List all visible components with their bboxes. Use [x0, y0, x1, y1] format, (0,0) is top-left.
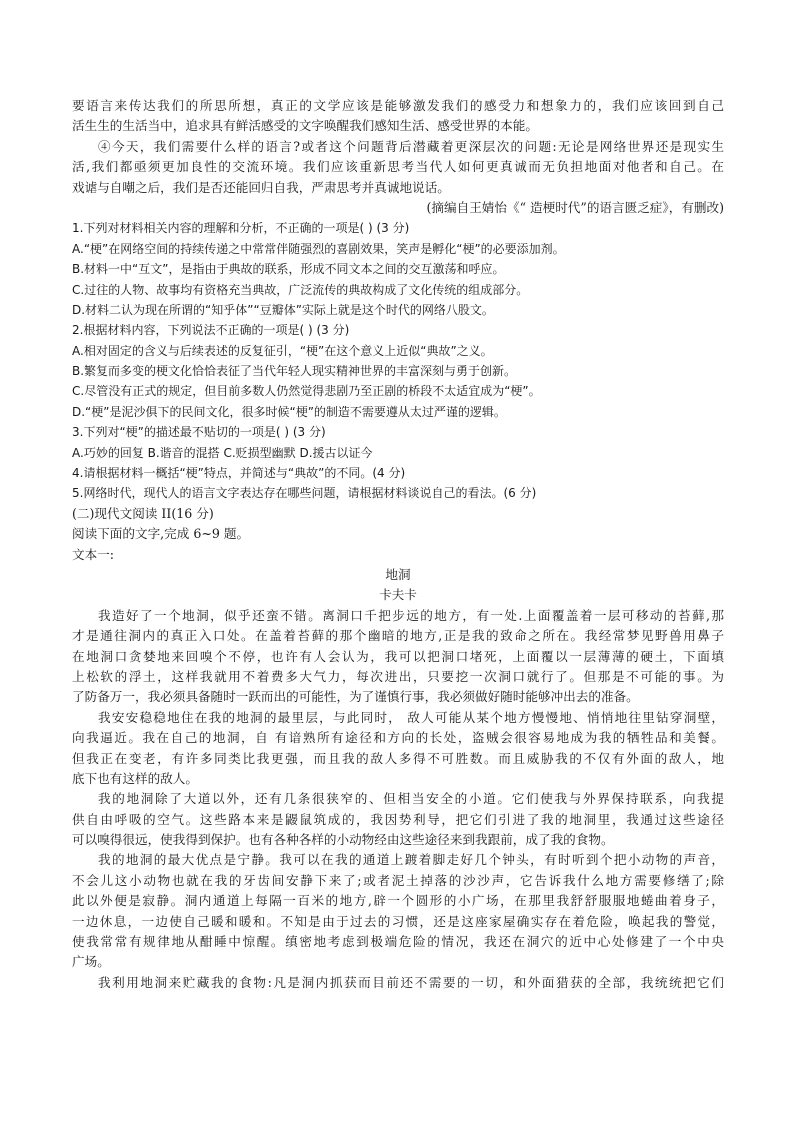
question-5: 5.网络时代，现代人的语言文字表达存在哪些问题，请根据材料谈说自己的看法。(6 分): [72, 486, 537, 501]
story-author: 卡夫卡: [379, 587, 417, 603]
question-4: 4.请根据材料一概括“梗”特点，并简述与“典故”的不同。(4 分): [72, 466, 406, 481]
text-line: 广场。: [72, 954, 110, 970]
question-stem: 3.下列对“梗”的描述最不贴切的一项是( ) (3 分): [72, 425, 326, 440]
text-line: 使我常常有规律地从酣睡中惊醒。缜密地考虑到极端危险的情况，我还在洞穴的近中心处修建了一个中央: [72, 934, 724, 950]
story-paragraph-3: [72, 789, 724, 850]
text-line: 不会儿这小动物也就在我的牙齿间安静下来了;或者泥土掉落的沙沙声，它告诉我什么地方需要修缮了;除: [72, 872, 724, 888]
text-line: 可以嗅得很远，使我得到保护。也有各种各样的小动物经由这些途径来到我跟前，成了我的食物。: [72, 832, 614, 848]
question-2: [72, 320, 724, 422]
source-citation: (摘编自王婧怡《“ 造梗时代”的语言匮乏症》，有删改): [426, 199, 724, 215]
text-line: 才是通往洞内的真正入口处。在盖着苔藓的那个幽暗的地方,正是我的致命之所在。我经常梦见野兽用鼻子: [72, 628, 724, 644]
question-stem: 2.根据材料内容，下列说法不正确的一项是( ) (3 分): [72, 323, 350, 338]
option-a: A.“梗”在网络空间的持续传递之中常常伴随强烈的喜剧效果，笑声是孵化“梗”的必要添加剂。: [72, 241, 565, 256]
story-paragraph-1: [72, 606, 724, 708]
text-line: 了防备万一，我必须具备随时一跃而出的可能性，为了谨慎行事，我必须做好随时能够冲出去的准备。: [72, 689, 639, 705]
text-line: 我安安稳稳地住在我的地洞的最里层，与此同时， 敌人可能从某个地方慢慢地、悄悄地往里钻穿洞壁，: [98, 709, 724, 725]
text-line: 但我正在变老，有许多同类比我更强，而且我的敌人多得不可胜数。而且威胁我的不仅有外面的敌人，地: [72, 750, 724, 766]
text-line: 此以外便是寂静。洞内通道上每隔一百米的地方,辟一个圆形的小广场，在那里我舒舒服服地蜷曲着身子，: [72, 893, 724, 909]
text-line: 我的地洞除了大道以外，还有几条很狭窄的、但相当安全的小道。它们使我与外界保持联系，向我提: [98, 791, 724, 807]
story-paragraph-5: [72, 973, 724, 993]
text-label: 文本一:: [72, 546, 115, 562]
question-3: [72, 422, 724, 463]
text-line: 向我逼近。我在自己的地洞，自 有谙熟所有途径和方向的长处，盗贼会很容易地成为我的牺牲品和美餐。: [72, 730, 724, 746]
story-paragraph-2: [72, 708, 724, 790]
options-row: A.巧妙的回复 B.谐音的混搭 C.贬损型幽默 D.援古以证今: [72, 445, 373, 460]
text-line: 要语言来传达我们的所思所想，真正的文学应该是能够激发我们的感受力和想象力的，我们应该回到自己: [72, 98, 724, 113]
option-a: A.相对固定的含义与后续表述的反复征引，“梗”在这个意义上近似“典故”之义。: [72, 343, 493, 358]
paragraph-continuation: [72, 96, 724, 137]
question-1: [72, 218, 724, 320]
option-b: B.繁复而多变的梗文化恰恰表征了当代年轻人现实精神世界的丰富深刻与勇于创新。: [72, 364, 517, 379]
option-b: B.材料一中“互文”，是指由于典故的联系，形成不同文本之间的交互激荡和呼应。: [72, 262, 505, 277]
reading-instruction: 阅读下面的文字,完成 6~9 题。: [72, 526, 250, 542]
text-line: 我的地洞的最大优点是宁静。我可以在我的通道上踱着脚走好几个钟头，有时听到个把小动物的声音，: [98, 852, 724, 868]
option-c: C.尽管没有正式的规定，但目前多数人仍然觉得悲剧乃至正剧的桥段不太适宜成为“梗”。: [72, 384, 541, 399]
text-line: ④今天，我们需要什么样的语言?或者这个问题背后潜藏着更深层次的问题:无论是网络世界还是现实生: [98, 138, 724, 154]
story-title: 地洞: [385, 566, 411, 582]
text-line: 我利用地洞来贮藏我的食物:凡是洞内抓获而目前还不需要的一切，和外面猎获的全部，我统统把它们: [98, 974, 724, 990]
text-line: 活,我们都亟须更加良性的交流环境。我们应该重新思考当代人如何更真诚而无负担地面对他者和自己。在: [72, 159, 724, 175]
text-line: 我造好了一个地洞，似乎还蛮不错。离洞口千把步远的地方，有一处.上面覆盖着一层可移动的苔藓,那: [98, 607, 724, 623]
text-line: 供自由呼吸的空气。这些路本来是鼹鼠筑成的，我因势利导，把它们引进了我的地洞里，我通过这些途径: [72, 811, 724, 827]
option-c: C.过往的人物、故事均有资格充当典故，广泛流传的典故构成了文化传统的组成部分。: [72, 282, 529, 297]
option-d: D.“梗”是泥沙俱下的民间文化，很多时候“梗”的制造不需要遵从太过严谨的逻辑。: [72, 404, 506, 419]
text-line: 戏谑与自嘲之后，我们是否还能回归自我，严肃思考并真诚地说话。: [72, 179, 450, 195]
document-page: [72, 96, 724, 993]
text-line: 底下也有这样的敌人。: [72, 770, 198, 786]
section-heading: (二)现代文阅读 II(16 分): [72, 505, 214, 521]
paragraph-4: [72, 137, 724, 198]
story-paragraph-4: [72, 850, 724, 972]
text-line: 一边休息，一边使自己暖和暖和。不知是由于过去的习惯，还是这座家屋确实存在着危险，唤起我的警觉，: [72, 913, 724, 929]
option-d: D.材料二认为现在所谓的“知乎体”“豆瓣体”实际上就是这个时代的网络八股文。: [72, 302, 494, 317]
text-line: 上松软的浮土，这样我就用不着费多大气力，每次进出，只要挖一次洞口就行了。但那是不可能的事。为: [72, 668, 724, 684]
text-line: 在地洞口贪婪地来回嗅个不停，也许有人会认为，我可以把洞口堵死，上面覆以一层薄薄的硬土，下面填: [72, 648, 724, 664]
question-stem: 1.下列对材料相关内容的理解和分析，不正确的一项是( ) (3 分): [72, 221, 410, 236]
text-line: 活生生的生活当中，追求具有鲜活感受的文字唤醒我们感知生活、感受世界的本能。: [72, 118, 538, 134]
